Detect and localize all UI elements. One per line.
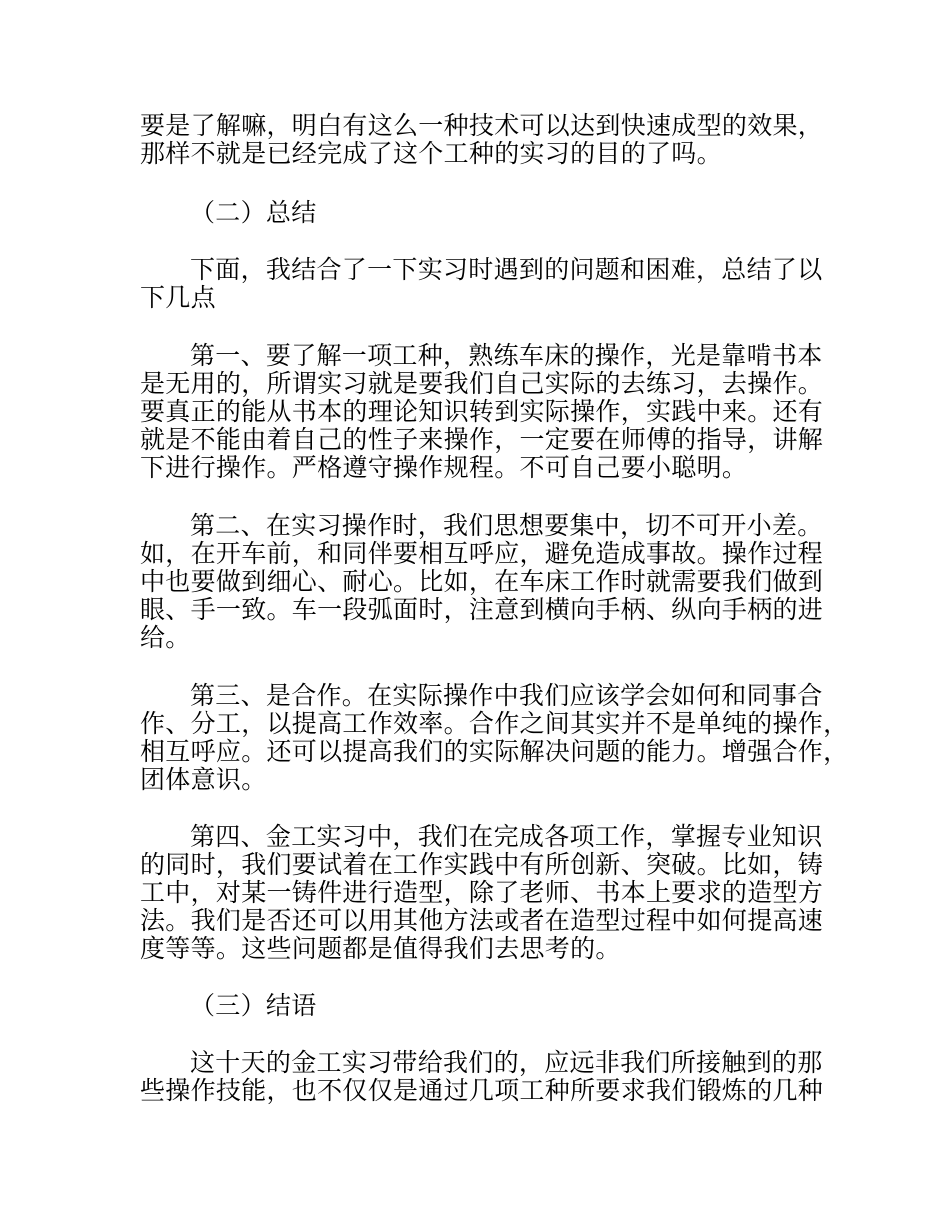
text-line: 相互呼应。还可以提高我们的实际解决问题的能力。增强合作， bbox=[140, 737, 849, 766]
paragraph-point-one bbox=[140, 342, 830, 482]
text-line: 第一、要了解一项工种，熟练车床的操作，光是靠啃书本 bbox=[190, 341, 823, 370]
text-line: 下面，我结合了一下实习时遇到的问题和困难，总结了以 bbox=[190, 255, 823, 284]
text-line: 些操作技能，也不仅仅是通过几项工种所要求我们锻炼的几种 bbox=[140, 1076, 824, 1105]
text-line: 作、分工，以提高工作效率。合作之间其实并不是单纯的操作， bbox=[140, 709, 849, 738]
text-line: 第二、在实习操作时，我们思想要集中，切不可开小差。 bbox=[190, 511, 823, 540]
text-line: 下进行操作。严格遵守操作规程。不可自己要小聪明。 bbox=[140, 453, 748, 482]
text-line: 的同时，我们要试着在工作实践中有所创新、突破。比如，铸 bbox=[140, 850, 824, 879]
text-line: 法。我们是否还可以用其他方法或者在造型过程中如何提高速 bbox=[140, 906, 824, 935]
paragraph-point-four bbox=[140, 823, 830, 963]
text-line: 是无用的，所谓实习就是要我们自己实际的去练习，去操作。 bbox=[140, 369, 824, 398]
text-line: 度等等。这些问题都是值得我们去思考的。 bbox=[140, 934, 621, 963]
paragraph-point-two bbox=[140, 512, 830, 652]
paragraph-point-three bbox=[140, 681, 849, 794]
section-heading: （二）总结 bbox=[190, 198, 317, 227]
text-line: 这十天的金工实习带给我们的，应远非我们所接触到的那 bbox=[190, 1048, 823, 1077]
text-line: 就是不能由着自己的性子来操作，一定要在师傅的指导，讲解 bbox=[140, 425, 824, 454]
text-line: 工中，对某一铸件进行造型，除了老师、书本上要求的造型方 bbox=[140, 878, 824, 907]
section-heading-conclusion bbox=[140, 992, 830, 1020]
text-line: 团体意识。 bbox=[140, 765, 267, 794]
text-line: 给。 bbox=[140, 623, 191, 652]
text-line: 第四、金工实习中，我们在完成各项工作，掌握专业知识 bbox=[190, 822, 823, 851]
paragraph-intro bbox=[140, 256, 830, 312]
paragraph-continuation bbox=[140, 112, 830, 168]
text-line: 要是了解嘛，明白有这么一种技术可以达到快速成型的效果， bbox=[140, 111, 824, 140]
text-line: 如，在开车前，和同伴要相互呼应，避免造成事故。操作过程 bbox=[140, 539, 824, 568]
text-line: 要真正的能从书本的理论知识转到实际操作，实践中来。还有 bbox=[140, 397, 824, 426]
section-heading-summary bbox=[140, 199, 830, 227]
paragraph-conclusion bbox=[140, 1049, 830, 1105]
section-heading: （三）结语 bbox=[190, 991, 317, 1020]
text-line: 那样不就是已经完成了这个工种的实习的目的了吗。 bbox=[140, 139, 722, 168]
text-line: 眼、手一致。车一段弧面时，注意到横向手柄、纵向手柄的进 bbox=[140, 595, 824, 624]
text-line: 中也要做到细心、耐心。比如，在车床工作时就需要我们做到 bbox=[140, 567, 824, 596]
text-line: 第三、是合作。在实际操作中我们应该学会如何和同事合 bbox=[190, 681, 823, 710]
text-line: 下几点 bbox=[140, 283, 216, 312]
